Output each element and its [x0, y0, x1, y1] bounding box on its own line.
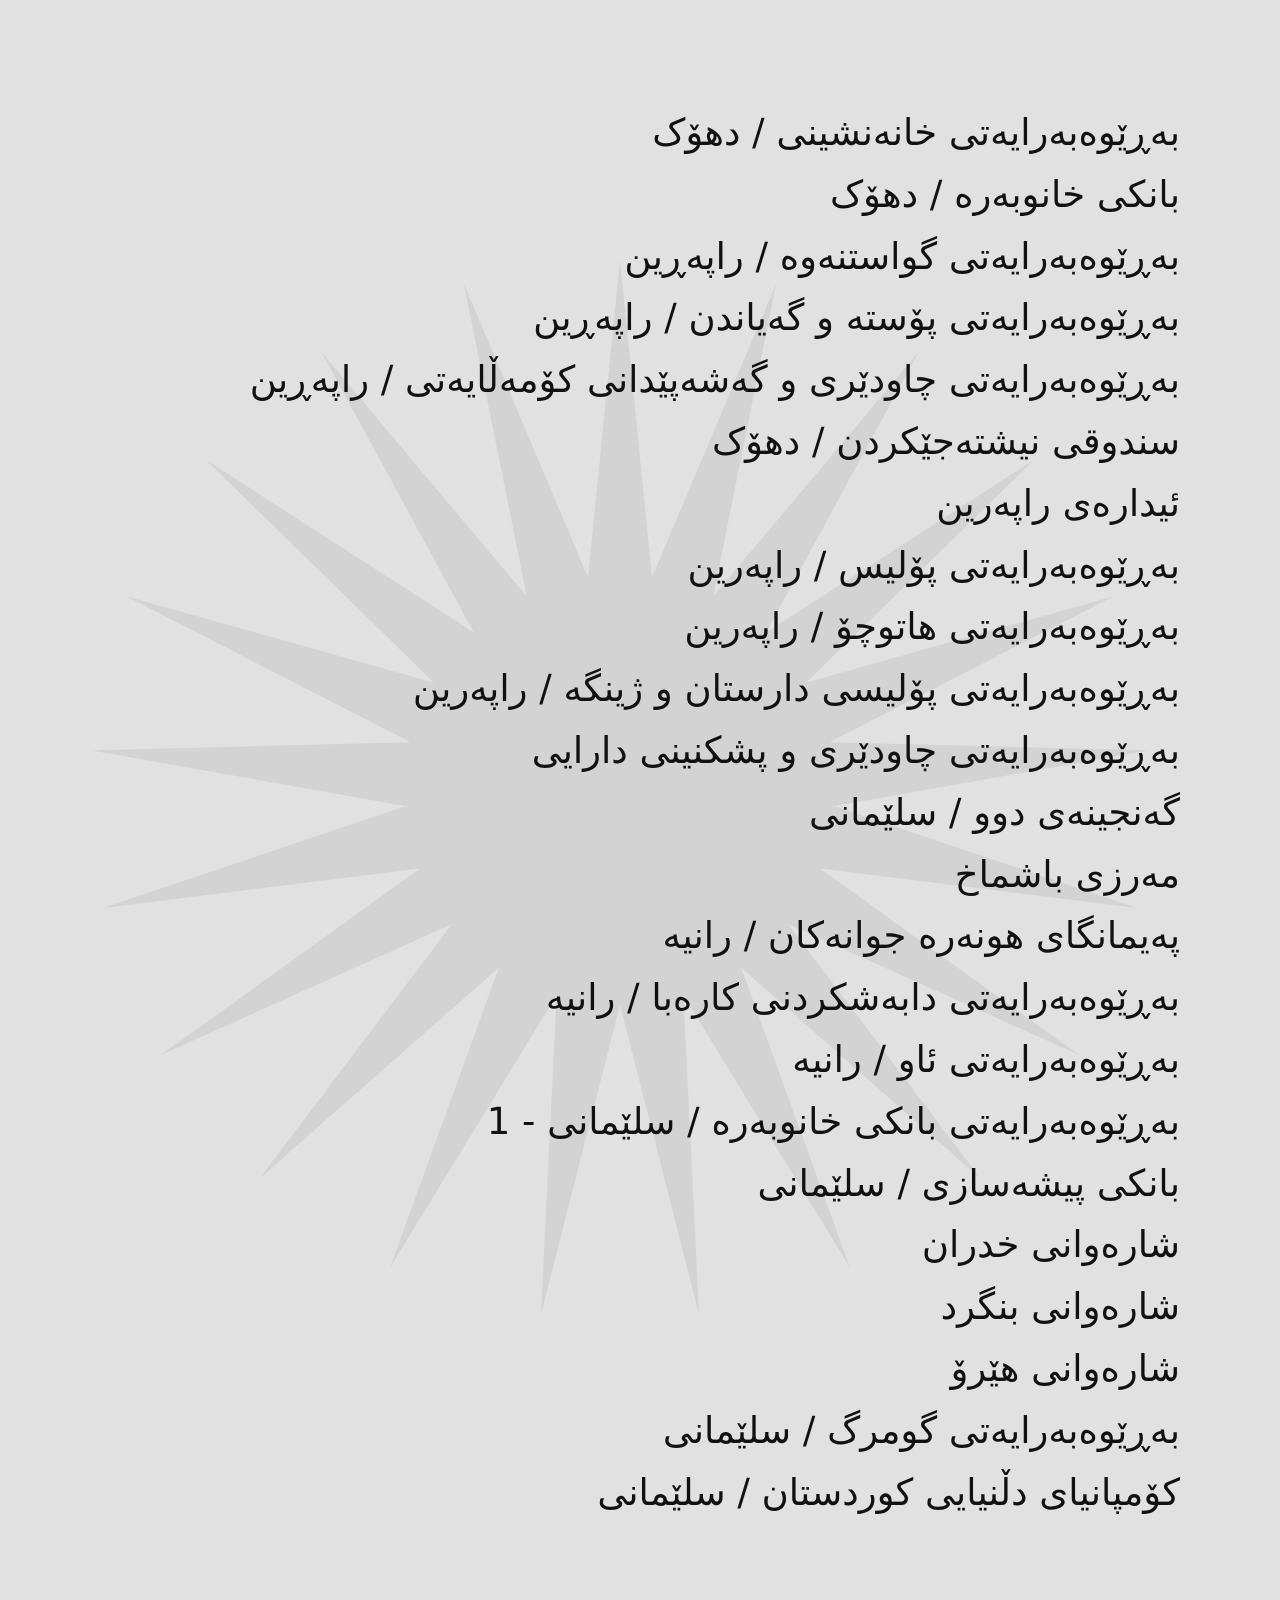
organization-list-item: شارەوانی خدران — [921, 1223, 1180, 1267]
organization-list-item: بەڕێوەبەرایەتی گومرگ / سلێمانی — [662, 1408, 1180, 1452]
organization-list-item: بەڕێوەبەرایەتی پۆستە و گەیاندن / راپەڕین — [533, 296, 1180, 340]
organization-list-item: بەڕێوەبەرایەتی ئاو / رانیە — [792, 1037, 1180, 1081]
organization-list-item: بەڕێوەبەرایەتی گواستنەوە / راپەڕین — [624, 234, 1180, 278]
organization-list-item: بەڕێوەبەرایەتی دابەشکردنی کارەبا / رانیە — [545, 976, 1180, 1020]
organization-list-item: بەڕێوەبەرایەتی پۆلیسی دارستان و ژینگە / راپەرین — [412, 667, 1180, 711]
organization-list-item: ئیدارەی راپەرین — [936, 481, 1180, 525]
organization-list-item: پەیمانگای هونەرە جوانەکان / رانیە — [662, 914, 1180, 958]
organization-list-item: گەنجینەی دوو / سلێمانی — [809, 790, 1180, 834]
organization-list-item: بەڕێوەبەرایەتی چاودێری و گەشەپێدانی کۆمەڵایەتی / راپەڕین — [249, 358, 1180, 402]
organization-list-item: بانکی خانوبەرە / دهۆک — [829, 172, 1180, 216]
organization-list — [60, 102, 1180, 1523]
organization-list-item: مەرزی باشماخ — [954, 852, 1180, 896]
organization-list-item: بەڕێوەبەرایەتی بانکی خانوبەرە / سلێمانی - 1 — [486, 1099, 1180, 1143]
organization-list-item: سندوقی نیشتەجێکردن / دهۆک — [712, 419, 1180, 463]
organization-list-item: بەڕێوەبەرایەتی هاتوچۆ / راپەرین — [684, 605, 1180, 649]
organization-list-item: بەڕێوەبەرایەتی خانەنشینی / دهۆک — [652, 111, 1180, 154]
organization-list-item: شارەوانی هێرۆ — [950, 1346, 1180, 1390]
organization-list-item: شارەوانی بنگرد — [940, 1285, 1180, 1329]
organization-list-item: بانکی پیشەسازی / سلێمانی — [757, 1161, 1180, 1205]
organization-list-item: بەڕێوەبەرایەتی پۆلیس / راپەرین — [687, 543, 1180, 587]
organization-list-item: بەڕێوەبەرایەتی چاودێری و پشکنینی دارایی — [531, 728, 1180, 772]
organization-list-item: کۆمپانیای دڵنیایی کوردستان / سلێمانی — [597, 1470, 1180, 1514]
